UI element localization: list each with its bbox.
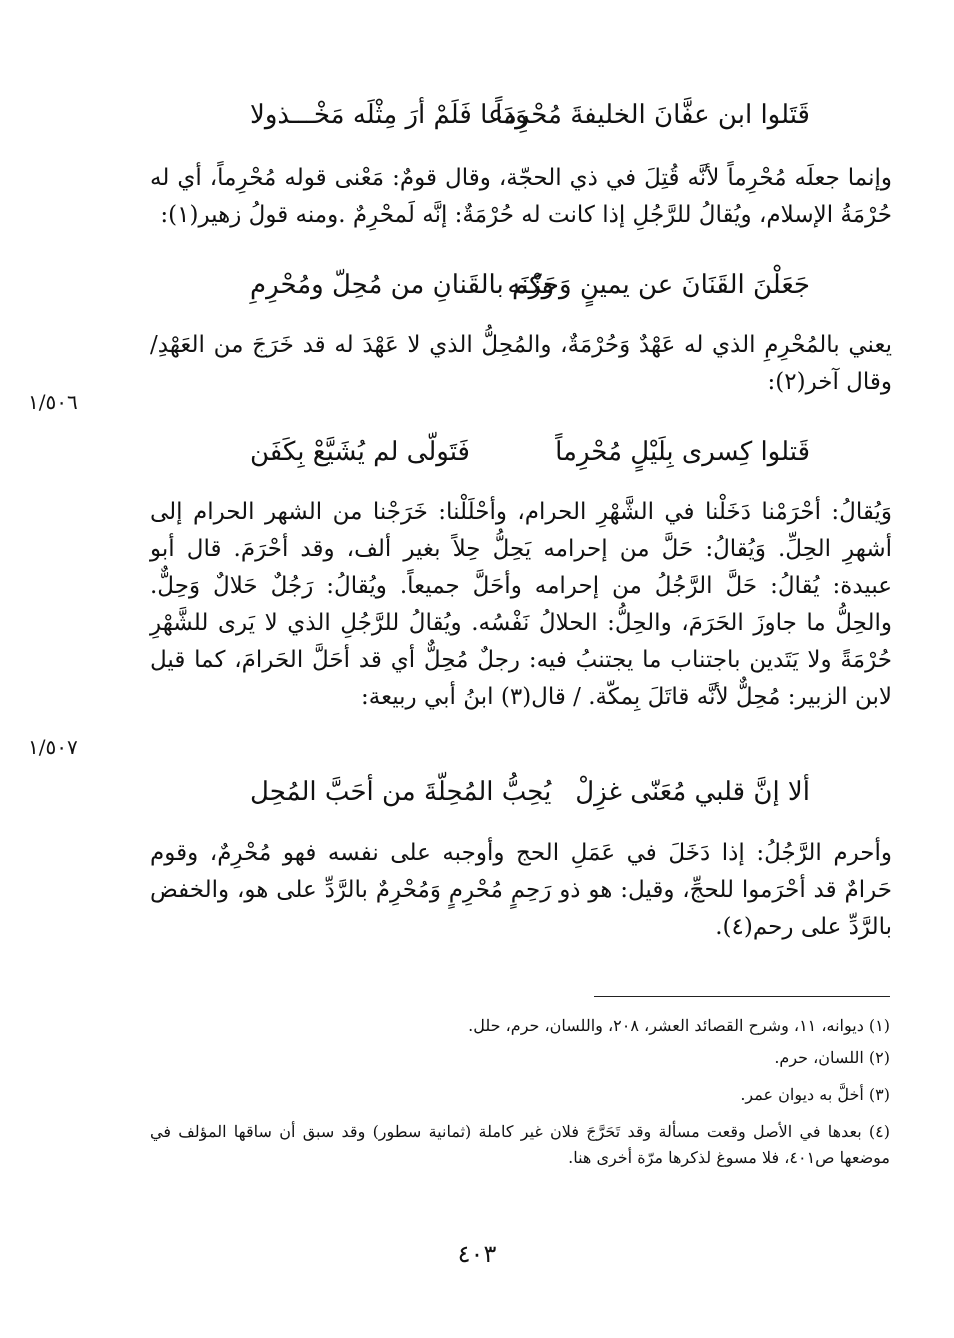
footnote-separator — [594, 996, 890, 997]
body-paragraph: وأحرم الرَّجُلُ: إذا دَخَلَ في عَمَلِ الحج وأوجبه على نفسه فهو مُحْرِمٌ، وقوم حَرامٌ قد أحْرَموا للحجِّ، وقيل: هو ذو رَحِمٍ مُحْرِمٍ وَمُحْرِمٌ بالرَّدِّ على هو، والخفض بالرَّدِّ على رحم(٤). — [150, 840, 892, 940]
verse-second-hemistich: وكم بالقَنانِ من مُحِلّ ومُحْرِمِ — [250, 270, 555, 300]
margin-reference: ١/٥٠٦ — [28, 390, 78, 414]
body-paragraph: وَيُقالُ: أحْرَمْنا دَخَلْنا في الشَّهْرِ الحرام، وأحْلَلْنا: خَرَجْنا من الشهر الحرام إلى أشهرِ الحِلِّ. وَيُقالُ: حَلَّ من إحرامه يَحِلُّ حِلاً بغير ألف، وقد أحْرَمَ. قال أبو عبيدة: يُقالُ: حَلَّ الرَّجُلُ من إحرامه وأحَلَّ جميعاً. ويُقالُ: رَجُلٌ حَلالٌ وَحِلٌّ. والحِلُّ ما جاوزَ الحَرَمَ، والحِلُّ: الحلالُ نَفْسُه. ويُقالُ للرَّجُلِ الذي لا يَرى للشَّهْرِ حُرْمَةً ولا يَتَدين باجتناب ما يجتنبُ فيه: رجلٌ مُحِلٌّ أي قد أحَلَّ الحَرامَ، كما قيل لابن الزبير: مُحِلٌّ لأنَّه قاتَلَ بِمكّة. / قال(٣) ابنُ أبي ربيعة: — [150, 499, 892, 710]
body-paragraph: يعني بالمُحْرِمِ الذي له عَهْدٌ وَحُرْمَةٌ، والمُحِلُّ الذي لا عَهْدَ له قد خَرَجَ من العَهْدِ/ وقال آخر(٢): — [150, 332, 892, 395]
poetry-verse — [150, 270, 890, 314]
page-number: ٤٠٣ — [457, 1240, 497, 1268]
footnote: (١) ديوانه، ١١، وشرح القصائد العشر، ٢٠٨، واللسان، حرم، حلل. — [468, 1016, 890, 1035]
poetry-verse — [150, 777, 890, 821]
footnote: (٢) اللسان، حرم. — [774, 1048, 890, 1067]
body-paragraph: وإنما جعلَه مُحْرِماً لأنَّه قُتِلَ في ذي الحجّة، وقال قومٌ: مَعْنى قوله مُحْرِماً، أي له حُرْمَةُ الإسلام، ويُقالُ للرَّجُلِ إذا كانت له حُرْمَةٌ: إنَّه لَمحْرِمٌ .ومنه قولُ زهير(١): — [150, 165, 892, 228]
verse-first-hemistich: جَعَلْنَ القَنَانَ عن يمينٍ وَحَزْنَه — [507, 270, 810, 300]
verse-first-hemistich: ألا إنَّ قلبي مُعَنّى غزِلْ — [575, 777, 810, 807]
verse-second-hemistich: وَدَعا فَلَمْ أرَ مِثْلَه مَخْـــذولا — [250, 100, 528, 130]
footnote: (٤) بعدها في الأصل وقعت مسألة وقد تَحَرَّجَ فلان غير كاملة (ثمانية سطور) وقد سبق أن ساقها المؤلف في موضعها ص٤٠١، فلا مسوغ لذكرها مرّة أخرى هنا. — [150, 1122, 891, 1167]
verse-second-hemistich: فَتَولّى لم يُشَيَّعْ بِكَفَن — [250, 437, 470, 467]
poetry-verse — [150, 100, 890, 144]
footnote: (٣) أخلَّ به ديوان عمر. — [740, 1085, 890, 1104]
verse-second-hemistich: يُحِبُّ المُحِلّةَ من أحَبَّ المُحِل — [250, 777, 552, 807]
poetry-verse — [150, 437, 890, 481]
verse-first-hemistich: قَتلوا كِسرى بِلَيْلٍ مُحْرِماً — [555, 437, 810, 467]
verse-first-hemistich: قَتَلوا ابن عفَّانَ الخليفةَ مُحْرِماً — [495, 100, 810, 130]
margin-reference: ١/٥٠٧ — [28, 735, 78, 759]
